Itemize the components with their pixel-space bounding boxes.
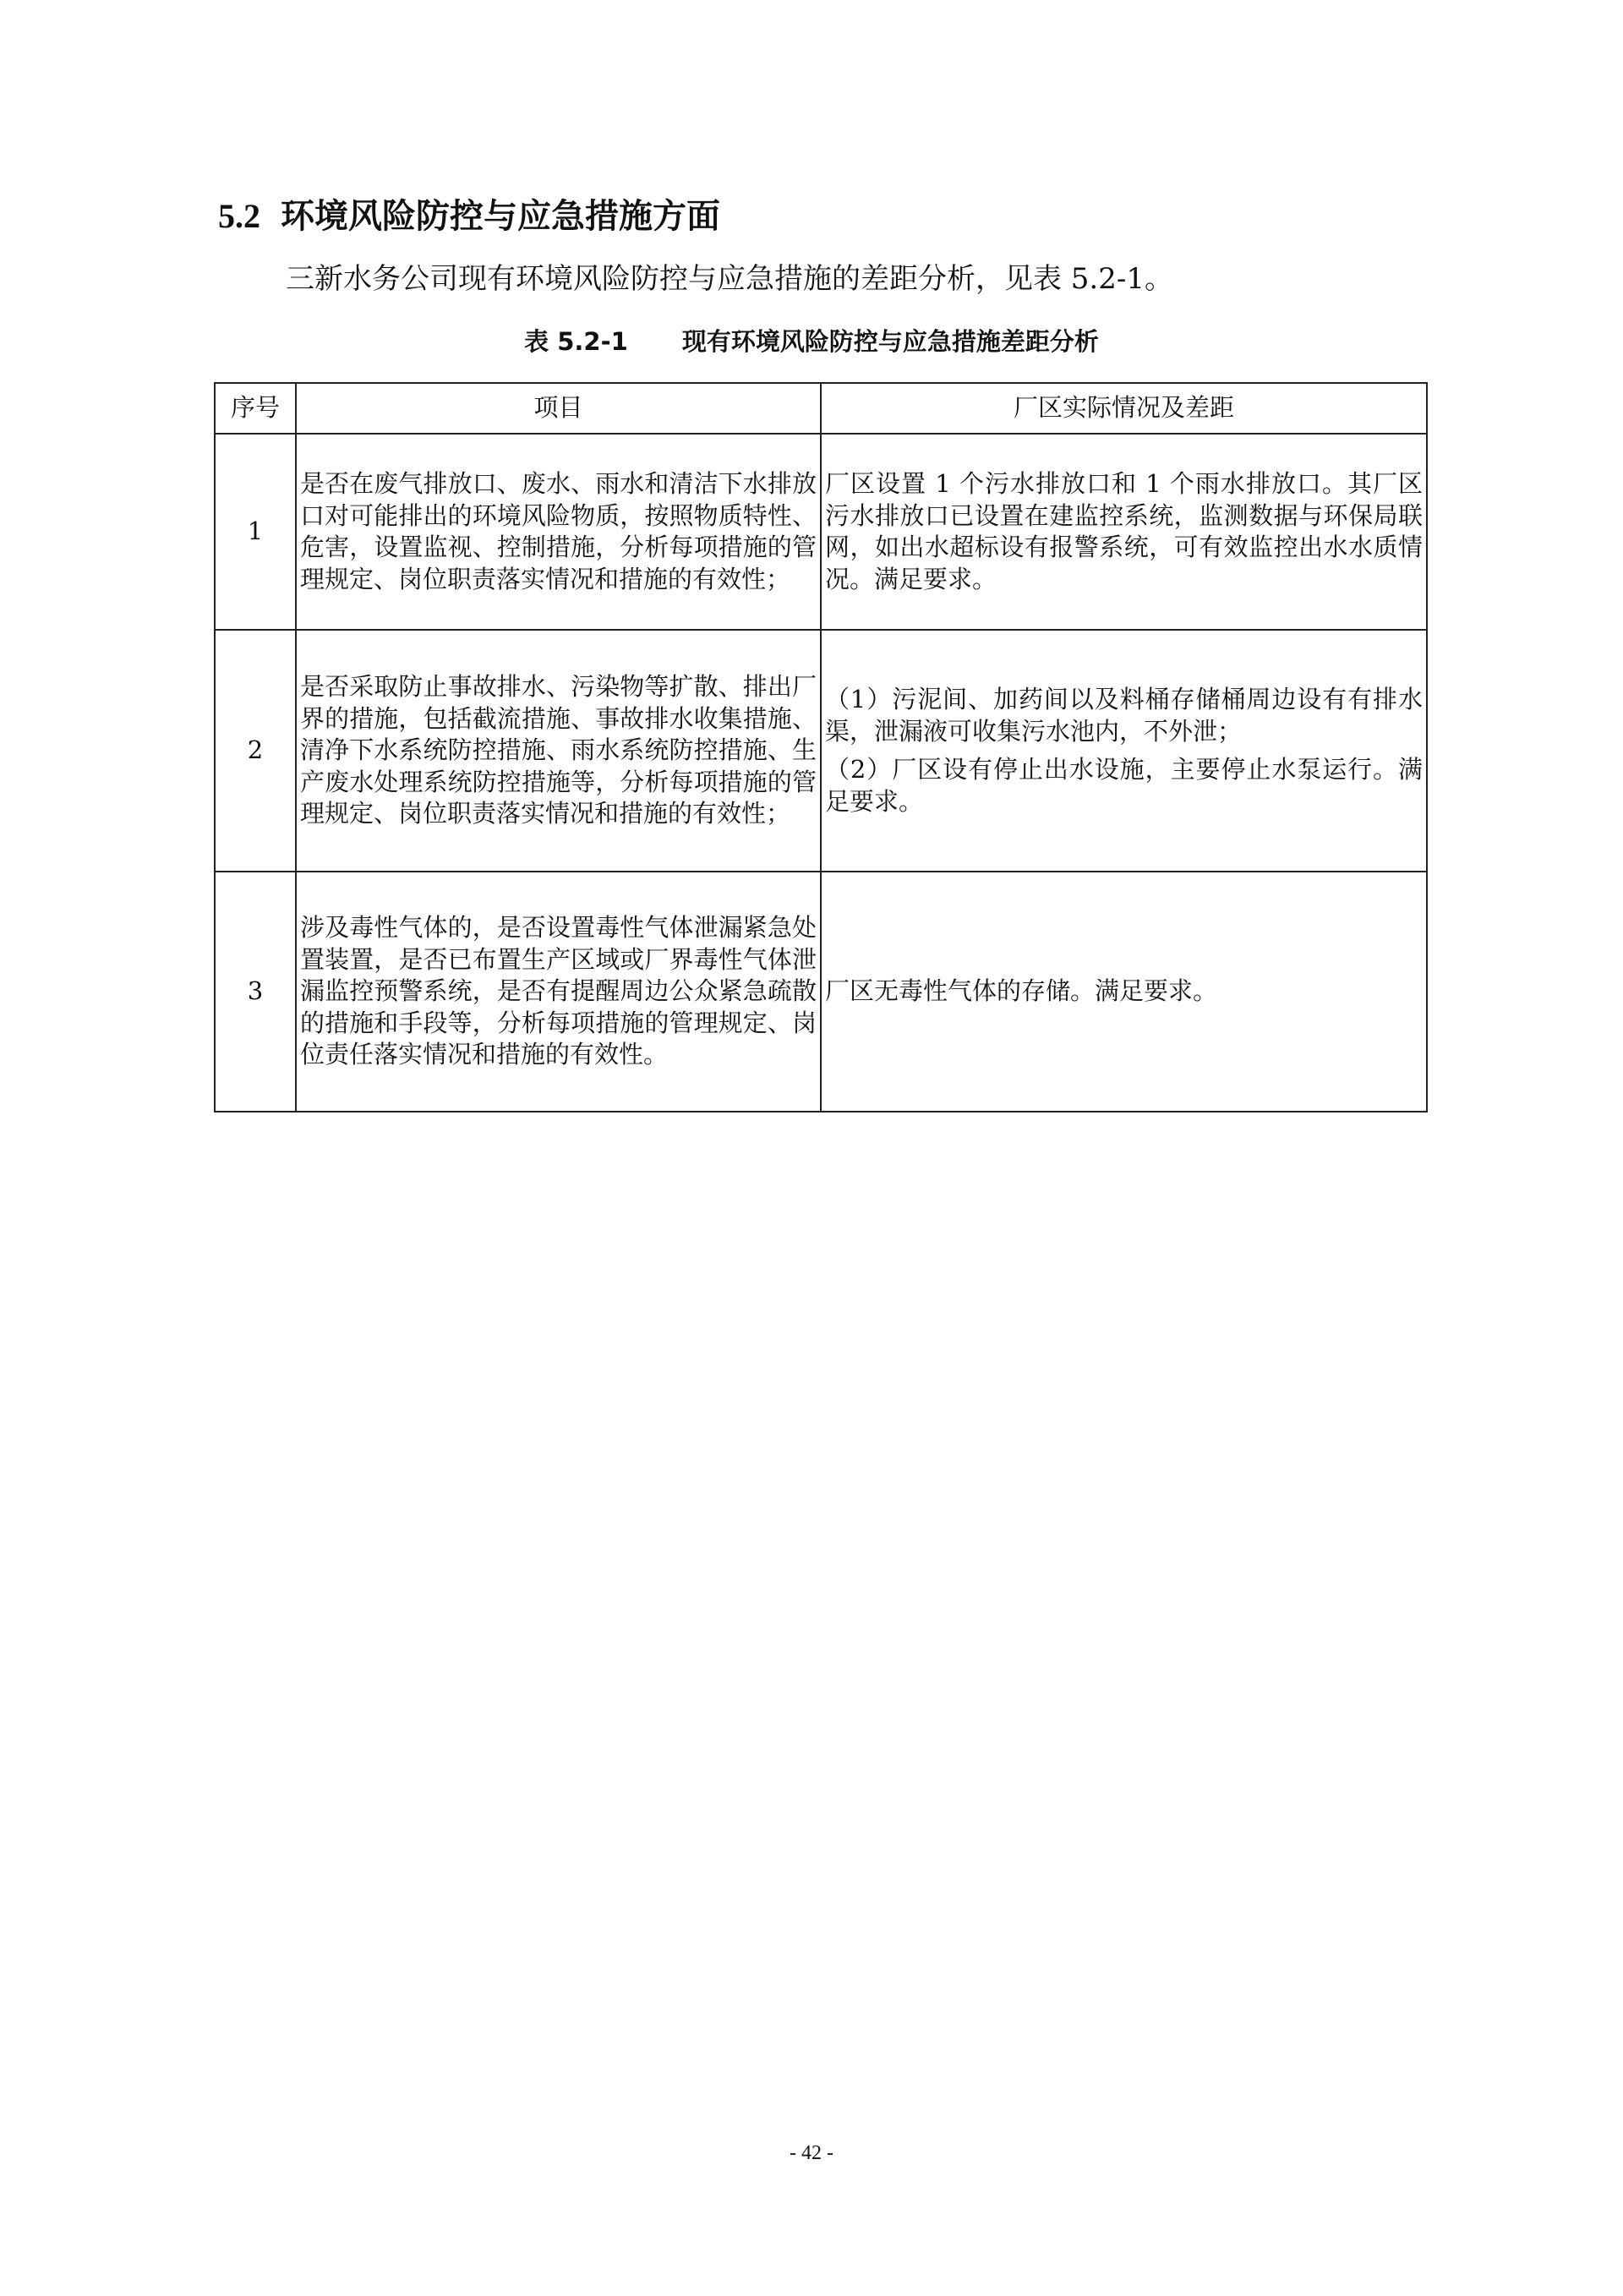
table-row (215, 872, 1427, 1112)
row-seq: 1 (215, 434, 296, 630)
gap-analysis-table (214, 382, 1428, 1112)
status-paragraph: （1）污泥间、加药间以及料桶存储桶周边设有有排水渠，泄漏液可收集污水池内，不外泄； (825, 685, 1423, 746)
status-paragraph: （2）厂区设有停止出水设施，主要停止水泵运行。满足要求。 (825, 755, 1423, 816)
row-item: 是否在废气排放口、废水、雨水和清洁下水排放口对可能排出的环境风险物质，按照物质特性、危害，设置监视、控制措施，分析每项措施的管理规定、岗位职责落实情况和措施的有效性； (296, 434, 821, 630)
table-row (215, 434, 1427, 630)
table-caption-label: 表 5.2-1 (524, 327, 628, 356)
header-status: 厂区实际情况及差距 (821, 383, 1427, 434)
header-item: 项目 (296, 383, 821, 434)
table-caption-title: 现有环境风险防控与应急措施差距分析 (681, 327, 1099, 356)
row-seq: 2 (215, 630, 296, 872)
page-number: - 42 - (790, 2142, 833, 2164)
row-status (821, 630, 1427, 872)
intro-paragraph: 三新水务公司现有环境风险防控与应急措施的差距分析，见表 5.2-1。 (286, 262, 1173, 296)
row-seq: 3 (215, 872, 296, 1112)
table-header-row (215, 383, 1427, 434)
table-row (215, 630, 1427, 872)
section-title: 环境风险防控与应急措施方面 (281, 197, 720, 236)
header-seq: 序号 (215, 383, 296, 434)
row-status (821, 872, 1427, 1112)
row-item: 是否采取防止事故排水、污染物等扩散、排出厂界的措施，包括截流措施、事故排水收集措施、清净下水系统防控措施、雨水系统防控措施、生产废水处理系统防控措施等，分析每项措施的管理规定、岗位职责落实情况和措施的有效性； (296, 630, 821, 872)
row-item: 涉及毒性气体的，是否设置毒性气体泄漏紧急处置装置，是否已布置生产区域或厂界毒性气体泄漏监控预警系统，是否有提醒周边公众紧急疏散的措施和手段等，分析每项措施的管理规定、岗位责任落实情况和措施的有效性。 (296, 872, 821, 1112)
section-number: 5.2 (218, 197, 260, 235)
row-status (821, 434, 1427, 630)
table-caption (0, 323, 1623, 360)
status-paragraph: 厂区设置 1 个污水排放口和 1 个雨水排放口。其厂区污水排放口已设置在建监控系统，监测数据与环保局联网，如出水超标设有报警系统，可有效监控出水水质情况。满足要求。 (825, 469, 1423, 593)
status-paragraph: 厂区无毒性气体的存储。满足要求。 (825, 976, 1218, 1006)
section-heading (218, 191, 720, 242)
